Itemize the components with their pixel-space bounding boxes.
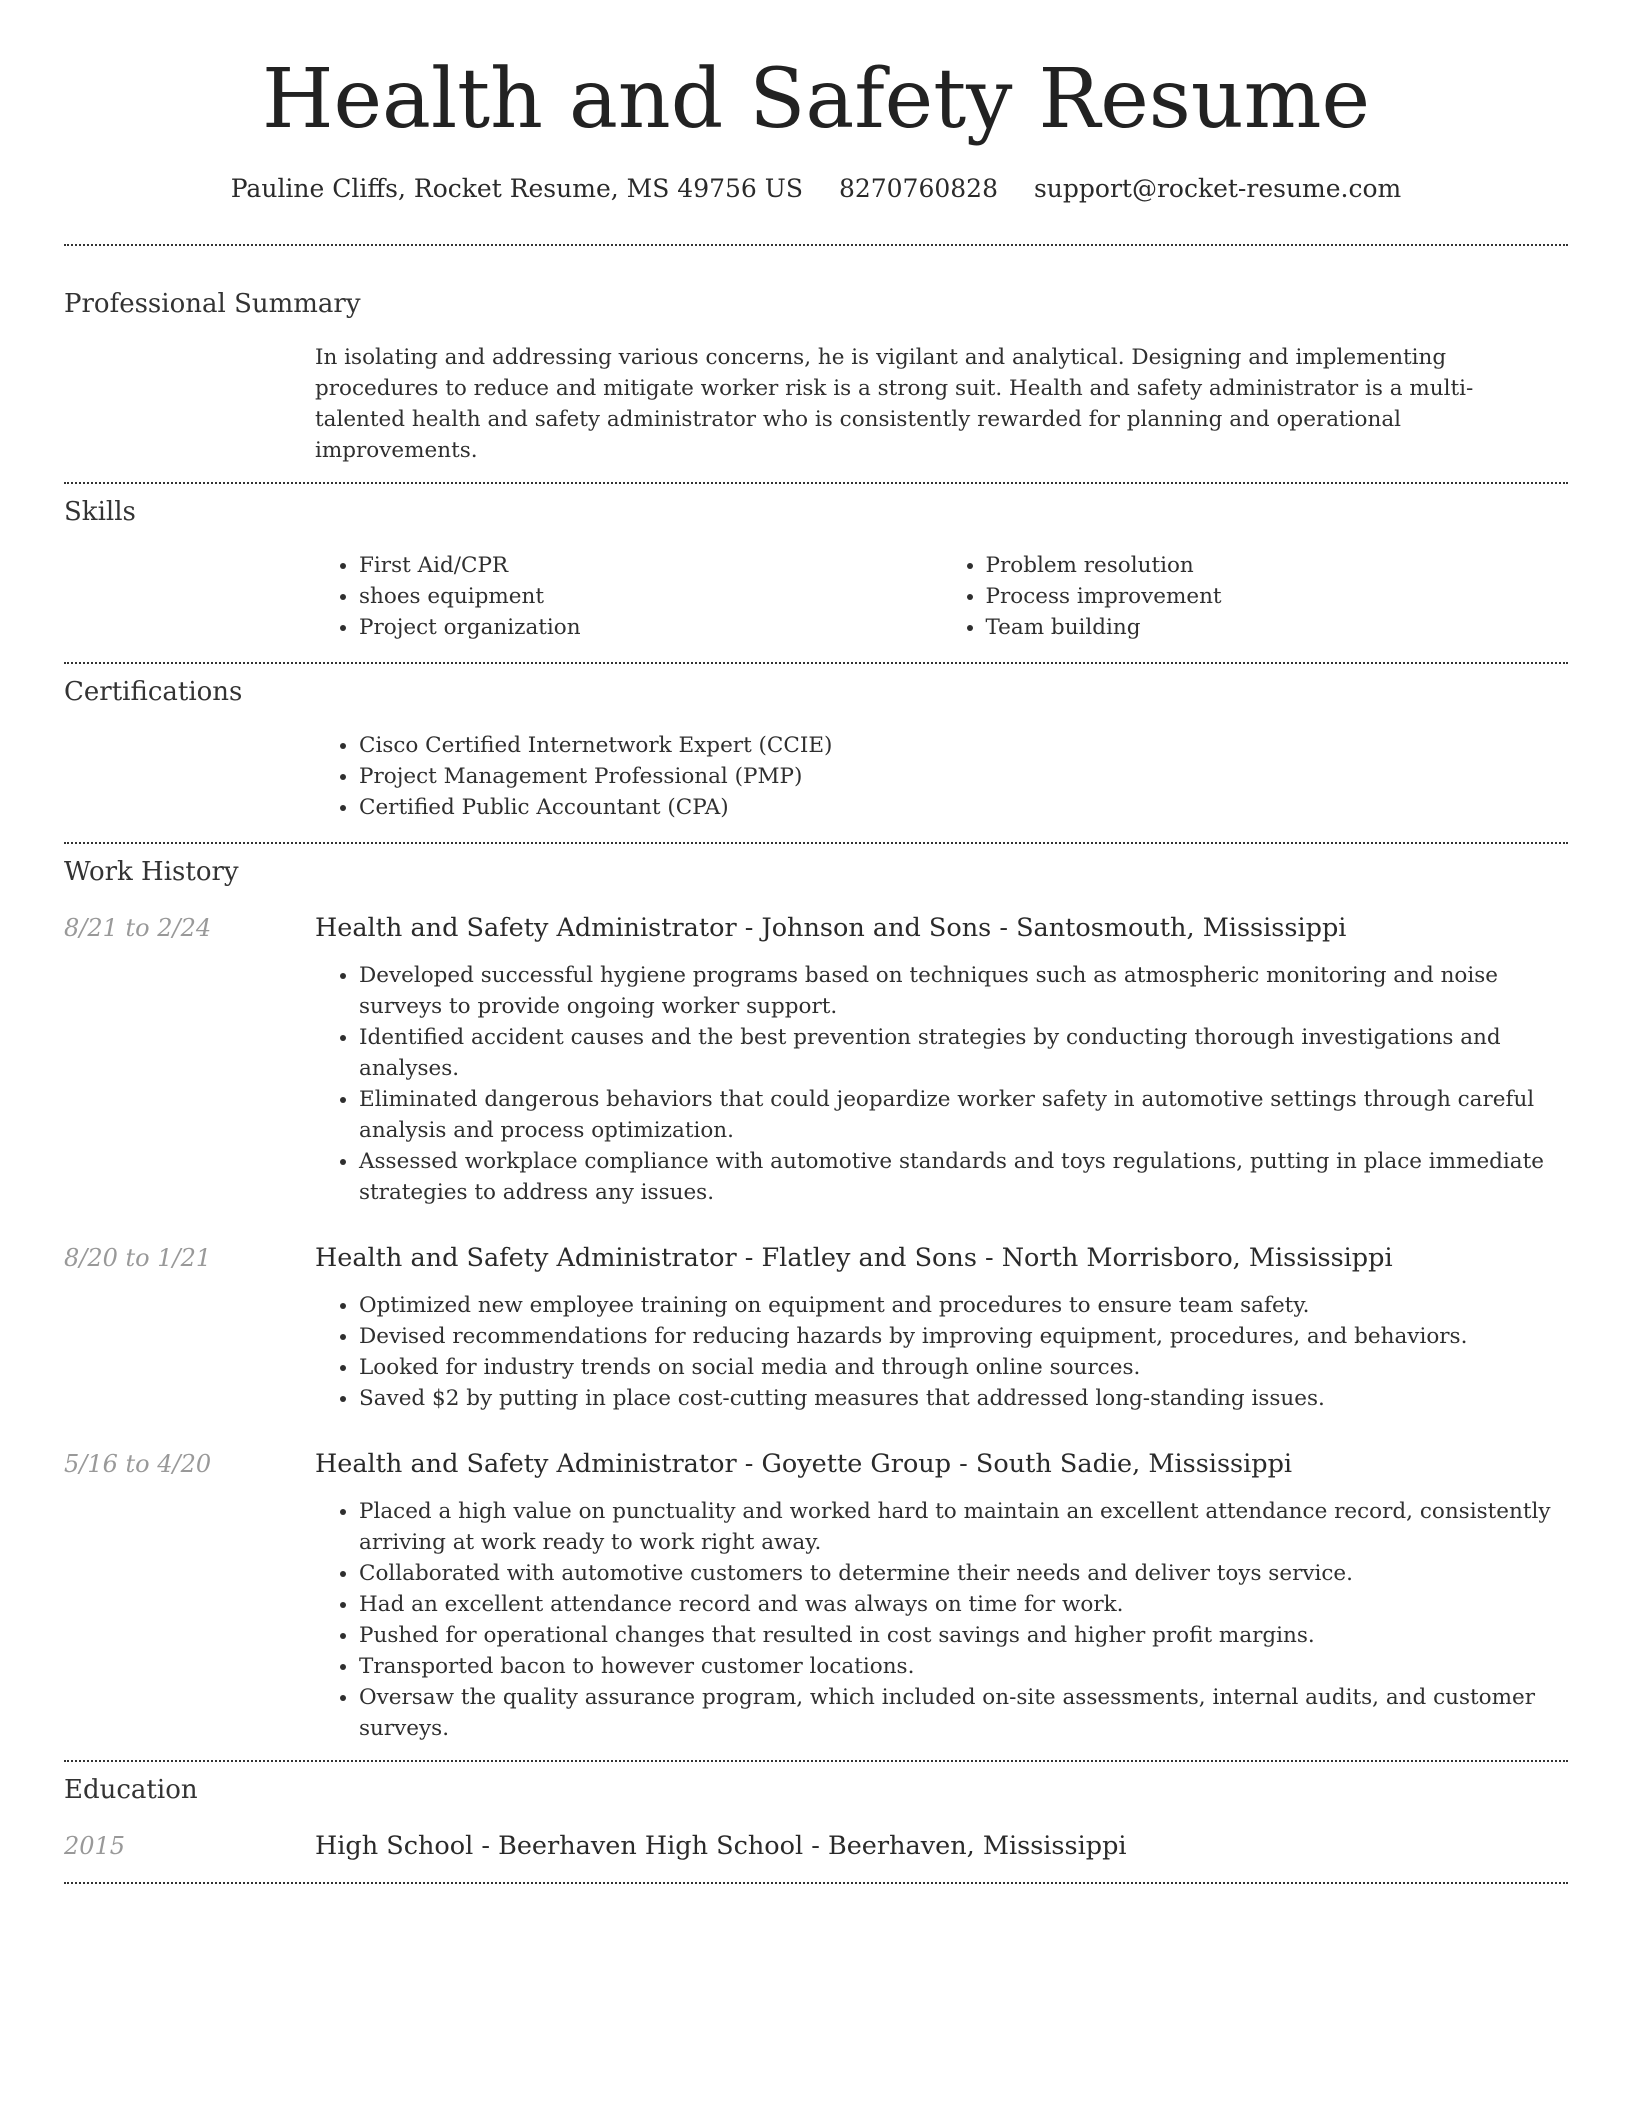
skills-list-right: [942, 550, 1569, 643]
job-entry: [64, 1448, 1568, 1744]
education-year: 2015: [64, 1832, 126, 1860]
education-section: [64, 1774, 1568, 1862]
job-bullet: • Collaborated with automotive customers to determine their needs and deliver toys service.: [359, 1558, 1568, 1589]
job-bullet: • Eliminated dangerous behaviors that could jeopardize worker safety in automotive settings through careful analysis and process optimization.: [359, 1084, 1568, 1146]
resume-title: Health and Safety Resume: [262, 52, 1370, 147]
summary-heading: Professional Summary: [64, 289, 361, 319]
resume-page: [64, 0, 1568, 1884]
skill-item: • Process improvement: [986, 581, 1569, 612]
skill-item: • First Aid/CPR: [359, 550, 942, 581]
job-entry: [64, 912, 1568, 1208]
job-bullet: • Developed successful hygiene programs based on techniques such as atmospheric monitoring and noise surveys to provide ongoing worker support.: [359, 960, 1568, 1022]
job-bullet: • Saved $2 by putting in place cost-cutting measures that addressed long-standing issues.: [359, 1383, 1568, 1414]
job-title: Health and Safety Administrator - Johnson and Sons - Santosmouth, Mississippi: [315, 913, 1347, 943]
certifications-list: [315, 730, 1568, 823]
certification-item: • Project Management Professional (PMP): [359, 761, 1568, 792]
skill-item: • shoes equipment: [359, 581, 942, 612]
job-dates: 8/20 to 1/21: [64, 1244, 212, 1272]
divider: [64, 244, 1568, 246]
job-bullet: • Assessed workplace compliance with automotive standards and toys regulations, putting in place immediate strategies to address any issues.: [359, 1146, 1568, 1208]
education-detail: High School - Beerhaven High School - Beerhaven, Mississippi: [315, 1831, 1127, 1861]
divider: [64, 1760, 1568, 1762]
skills-heading: Skills: [64, 497, 136, 527]
education-entry: [64, 1830, 1568, 1862]
summary-text: In isolating and addressing various concerns, he is vigilant and analytical. Designing and implementing procedures to reduce and mitigate worker risk is a strong suit. Health and safety administrator is a multi-talented health and safety administrator who is consistently rewarded for planning and operational improvements.: [315, 345, 1474, 463]
contact-email: support@rocket-resume.com: [1033, 174, 1402, 203]
divider: [64, 482, 1568, 484]
job-dates: 5/16 to 4/20: [64, 1450, 212, 1478]
divider: [64, 1882, 1568, 1884]
job-bullets: [315, 1290, 1568, 1414]
job-dates: 8/21 to 2/24: [64, 914, 212, 942]
job-bullets: [315, 960, 1568, 1208]
skills-list-left: [315, 550, 942, 643]
education-heading: Education: [64, 1775, 198, 1805]
skills-list: [315, 550, 1568, 643]
job-bullet: • Optimized new employee training on equipment and procedures to ensure team safety.: [359, 1290, 1568, 1321]
job-bullet: • Pushed for operational changes that resulted in cost savings and higher profit margins.: [359, 1620, 1568, 1651]
summary-section: [64, 288, 1568, 466]
certification-item: • Cisco Certified Internetwork Expert (CCIE): [359, 730, 1568, 761]
certifications-section: [64, 676, 1568, 823]
certification-item: • Certified Public Accountant (CPA): [359, 792, 1568, 823]
job-bullet: • Oversaw the quality assurance program, which included on-site assessments, internal audits, and customer surveys.: [359, 1682, 1568, 1744]
job-bullet: • Placed a high value on punctuality and worked hard to maintain an excellent attendance record, consistently arriving at work ready to work right away.: [359, 1496, 1568, 1558]
skills-section: [64, 496, 1568, 643]
job-bullet: • Identified accident causes and the best prevention strategies by conducting thorough investigations and analyses.: [359, 1022, 1568, 1084]
divider: [64, 842, 1568, 844]
job-bullet: • Transported bacon to however customer locations.: [359, 1651, 1568, 1682]
skill-item: • Project organization: [359, 612, 942, 643]
contact-line: [64, 174, 1568, 204]
divider: [64, 662, 1568, 664]
job-bullet: • Devised recommendations for reducing hazards by improving equipment, procedures, and behaviors.: [359, 1321, 1568, 1352]
skill-item: • Team building: [986, 612, 1569, 643]
certifications-heading: Certifications: [64, 677, 243, 707]
job-bullet: • Looked for industry trends on social media and through online sources.: [359, 1352, 1568, 1383]
contact-address: Pauline Cliffs, Rocket Resume, MS 49756 US: [230, 174, 803, 203]
work-history-heading: Work History: [64, 857, 239, 887]
job-bullet: • Had an excellent attendance record and was always on time for work.: [359, 1589, 1568, 1620]
contact-phone: 8270760828: [838, 174, 998, 203]
job-title: Health and Safety Administrator - Flatley and Sons - North Morrisboro, Mississippi: [315, 1243, 1393, 1273]
job-bullets: [315, 1496, 1568, 1744]
job-entry: [64, 1242, 1568, 1414]
work-history-section: [64, 856, 1568, 1744]
skill-item: • Problem resolution: [986, 550, 1569, 581]
job-title: Health and Safety Administrator - Goyette Group - South Sadie, Mississippi: [315, 1449, 1293, 1479]
